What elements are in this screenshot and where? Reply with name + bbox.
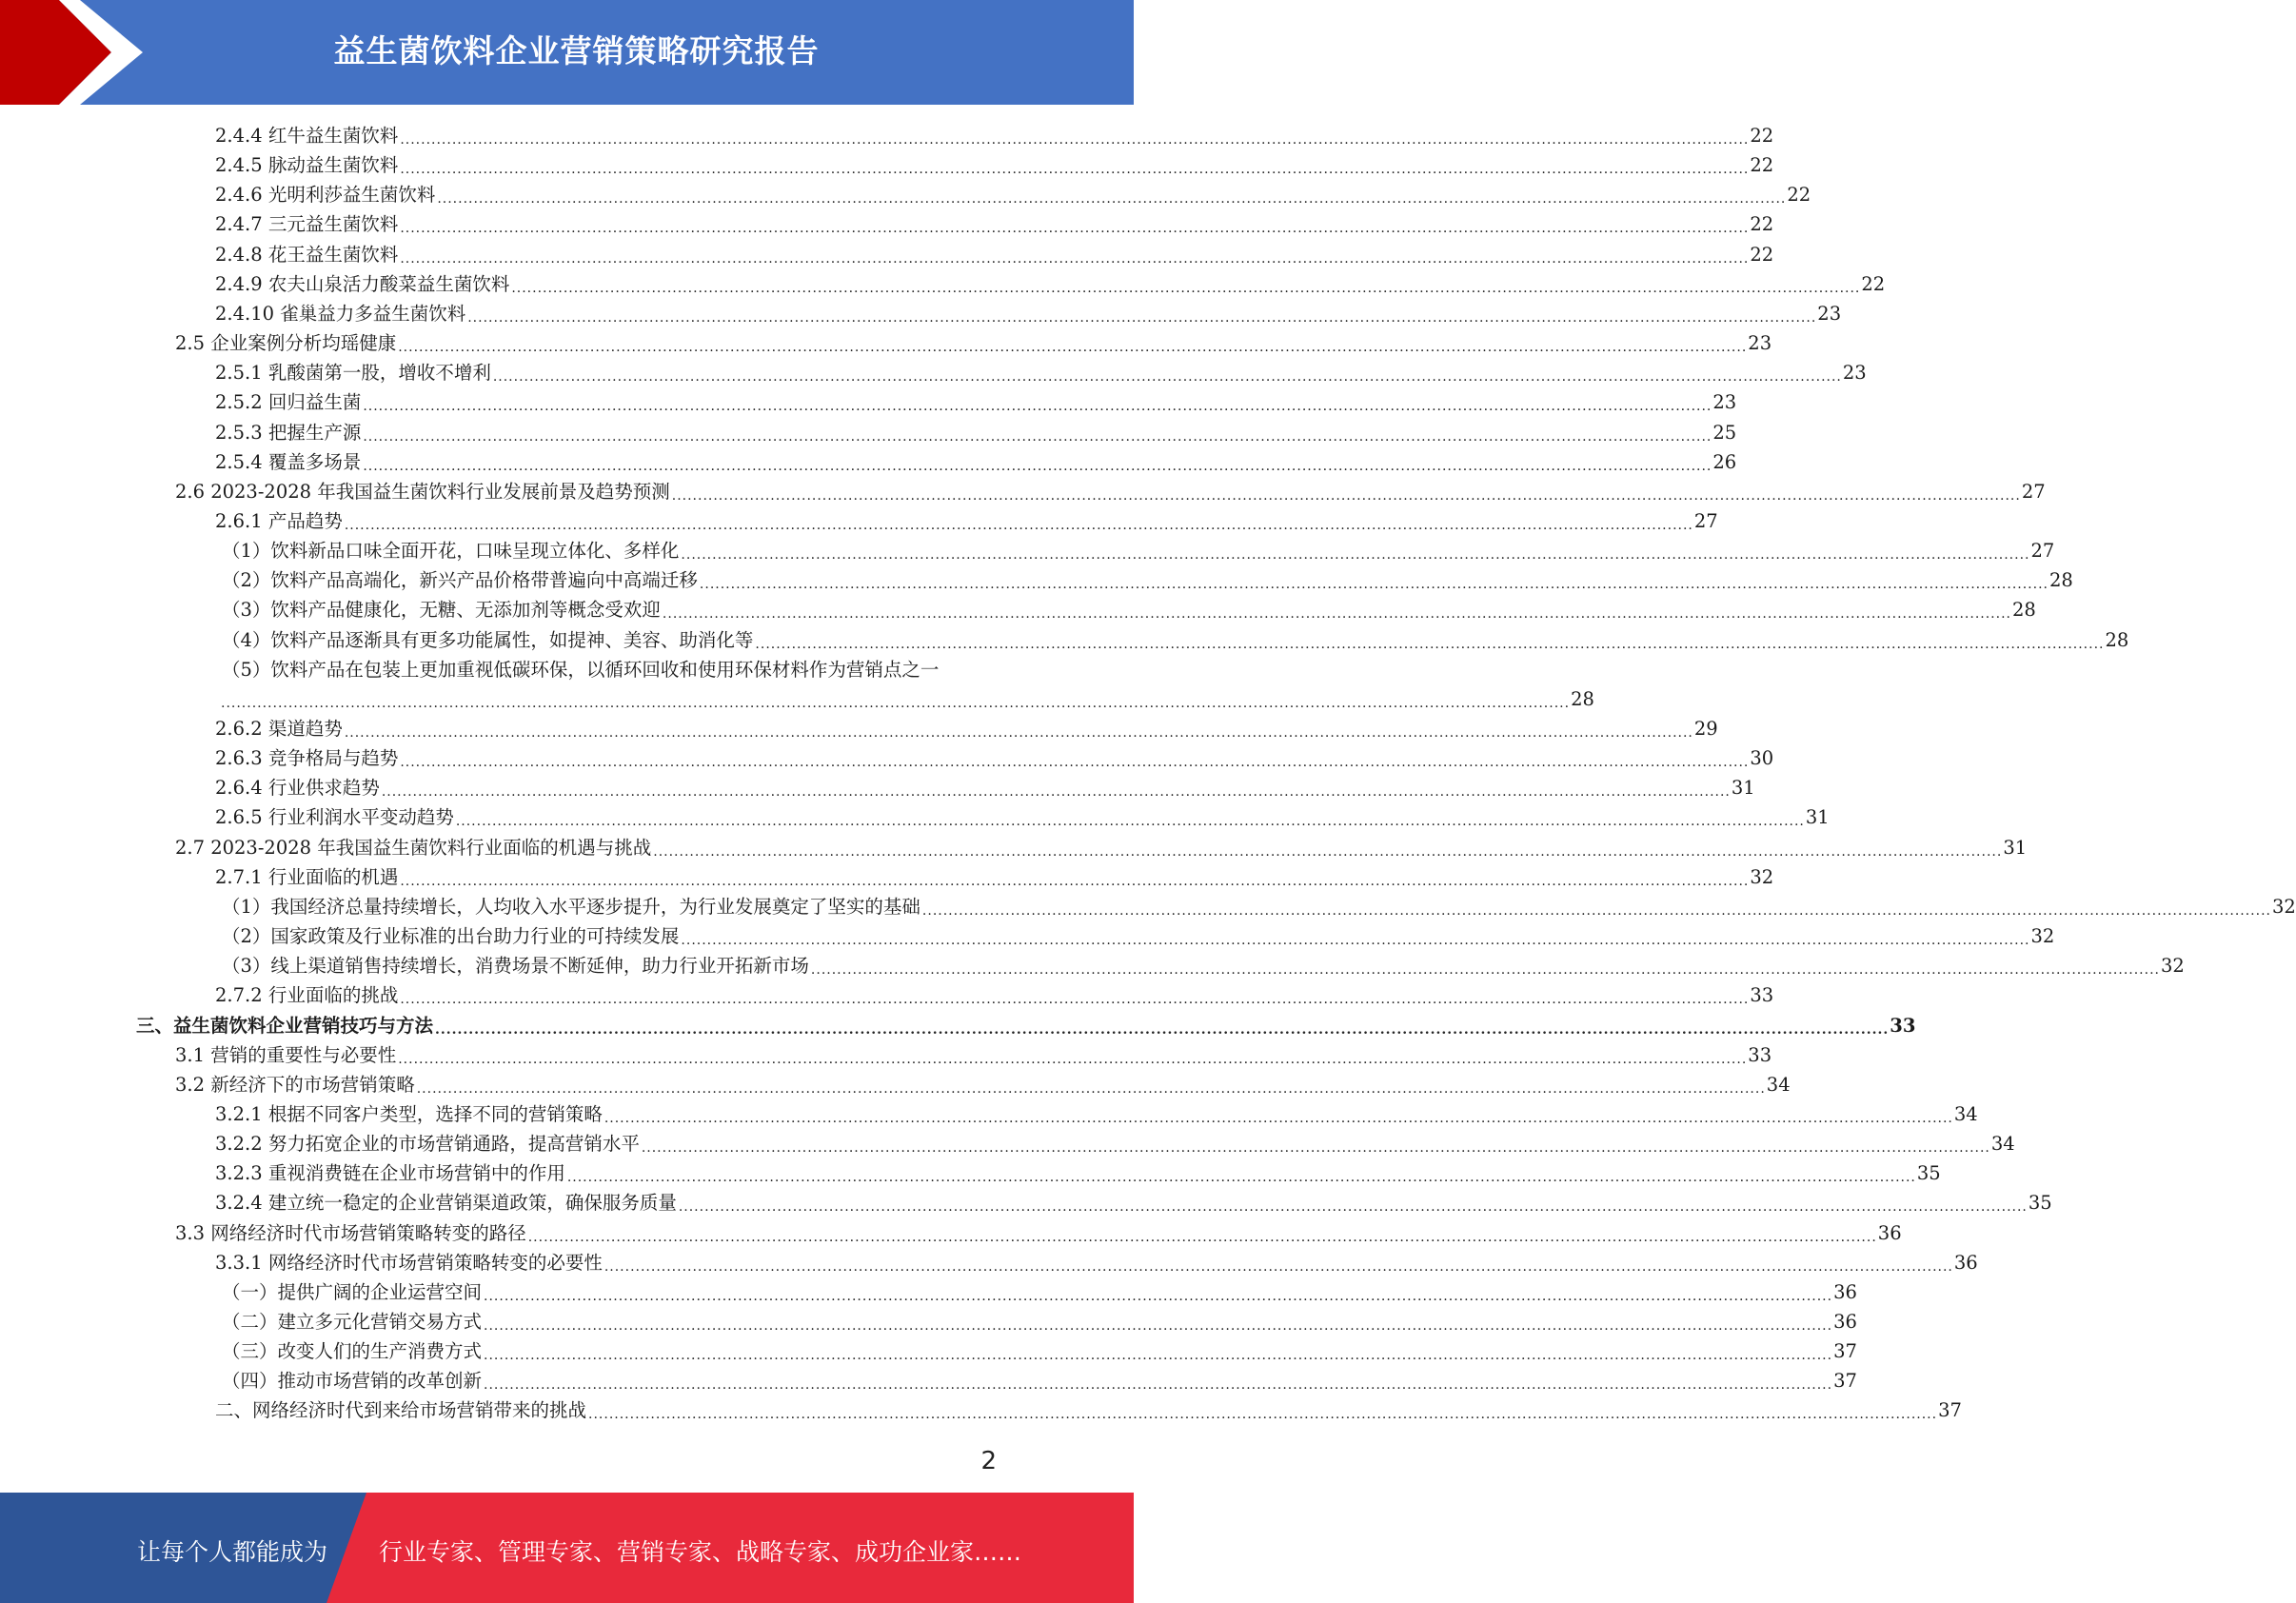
toc-leader-dots: .................................................................................................................................................................................................................................................................... — [484, 1377, 1833, 1394]
toc-entry-text: 2.7.1 行业面临的机遇 — [215, 865, 399, 888]
toc-entry-page: 23 — [1712, 391, 1737, 414]
toc-entry[interactable] — [215, 1248, 1978, 1277]
toc-leader-dots: .................................................................................................................................................................................................................................................................... — [641, 1140, 1990, 1157]
toc-entry-text: 2.4.7 三元益生菌饮料 — [215, 213, 399, 236]
toc-entry-page: 22 — [1787, 184, 1811, 207]
toc-entry-page: 27 — [2030, 540, 2055, 563]
toc-entry-page: 37 — [1938, 1399, 1962, 1422]
toc-entry[interactable] — [219, 684, 1594, 714]
toc-entry[interactable] — [175, 328, 1772, 358]
toc-entry-text: 3.2 新经济下的市场营销策略 — [175, 1073, 415, 1096]
toc-entry-text: 二、网络经济时代到来给市场营销带来的挑战 — [215, 1399, 587, 1422]
toc-entry-page: 33 — [1890, 1014, 1916, 1037]
toc-entry-text: （3）线上渠道销售持续增长，消费场景不断延伸，助力行业开拓新市场 — [222, 955, 809, 978]
toc-entry-text: 2.6 2023-2028 年我国益生菌饮料行业发展前景及趋势预测 — [175, 480, 670, 503]
toc-entry[interactable] — [175, 1218, 1902, 1248]
toc-leader-dots: .................................................................................................................................................................................................................................................................... — [400, 755, 1750, 771]
toc-entry-text: （2）饮料产品高端化，新兴产品价格带普遍向中高端迁移 — [222, 569, 698, 592]
toc-leader-dots: .................................................................................................................................................................................................................................................................... — [484, 1288, 1833, 1304]
toc-entry-text: 2.6.5 行业利润水平变动趋势 — [215, 806, 454, 829]
toc-entry[interactable] — [215, 240, 1774, 269]
toc-entry-page: 35 — [2028, 1192, 2052, 1215]
toc-entry[interactable] — [215, 1099, 1978, 1129]
toc-leader-dots: .................................................................................................................................................................................................................................................................... — [398, 340, 1748, 356]
toc-leader-dots: .................................................................................................................................................................................................................................................................... — [511, 280, 1861, 296]
toc-entry[interactable] — [215, 418, 1737, 447]
toc-entry[interactable] — [215, 150, 1774, 180]
toc-entry-text: 3.3.1 网络经济时代市场营销策略转变的必要性 — [215, 1251, 603, 1274]
toc-entry[interactable] — [222, 1336, 1857, 1366]
toc-entry[interactable] — [222, 1307, 1857, 1336]
toc-entry-page: 31 — [1731, 777, 1755, 800]
toc-leader-dots: .................................................................................................................................................................................................................................................................... — [681, 933, 2030, 949]
toc-entry-page: 36 — [1953, 1251, 1978, 1274]
toc-leader-dots: .................................................................................................................................................................................................................................................................... — [604, 1110, 1953, 1126]
toc-entry[interactable] — [215, 1158, 1941, 1188]
toc-entry-page: 32 — [2271, 895, 2296, 918]
toc-leader-dots: .................................................................................................................................................................................................................................................................... — [363, 428, 1712, 445]
toc-leader-dots: .................................................................................................................................................................................................................................................................... — [484, 1348, 1833, 1364]
toc-leader-dots: .................................................................................................................................................................................................................................................................... — [662, 606, 2011, 623]
toc-entry[interactable] — [215, 358, 1867, 387]
toc-entry[interactable] — [222, 565, 2073, 595]
toc-entry-text: 2.4.9 农夫山泉活力酸菜益生菌饮料 — [215, 272, 510, 295]
toc-entry-page: 31 — [1805, 806, 1830, 829]
toc-entry-text: 3.2.2 努力拓宽企业的市场营销通路，提高营销水平 — [215, 1133, 640, 1156]
toc-leader-dots: .................................................................................................................................................................................................................................................................... — [437, 191, 1787, 208]
toc-entry-page: 32 — [1750, 865, 1774, 888]
toc-entry-text: 2.5.3 把握生产源 — [215, 421, 362, 444]
toc-leader-dots: .................................................................................................................................................................................................................................................................... — [400, 992, 1750, 1008]
toc-entry-page: 26 — [1712, 450, 1737, 473]
toc-leader-dots: .................................................................................................................................................................................................................................................................... — [400, 162, 1750, 178]
toc-entry[interactable] — [222, 892, 2296, 921]
toc-leader-dots: .................................................................................................................................................................................................................................................................... — [400, 221, 1750, 237]
toc-entry-text: （3）饮料产品健康化，无糖、无添加剂等概念受欢迎 — [222, 599, 661, 622]
toc-entry-page: 36 — [1833, 1311, 1857, 1333]
toc-leader-dots: .................................................................................................................................................................................................................................................................... — [400, 873, 1750, 889]
toc-entry[interactable] — [215, 180, 1811, 209]
toc-leader-dots: .................................................................................................................................................................................................................................................................... — [810, 962, 2160, 979]
toc-entry[interactable] — [175, 833, 2028, 862]
toc-entry-page: 28 — [1571, 687, 1594, 710]
toc-entry-page: 34 — [1990, 1133, 2015, 1156]
toc-entry[interactable] — [222, 536, 2055, 565]
toc-entry[interactable] — [215, 714, 1718, 743]
toc-entry[interactable] — [175, 1070, 1791, 1099]
toc-entry[interactable] — [222, 595, 2036, 624]
toc-entry-text: 2.4.4 红牛益生菌饮料 — [215, 125, 399, 147]
toc-entry-page: 27 — [2021, 480, 2046, 503]
toc-entry-page: 36 — [1877, 1221, 1902, 1244]
toc-entry[interactable] — [215, 1129, 2015, 1158]
toc-entry-text: 2.5.4 覆盖多场景 — [215, 450, 362, 473]
toc-leader-dots: .................................................................................................................................................................................................................................................................... — [755, 636, 2105, 652]
toc-leader-dots: .................................................................................................................................................................................................................................................................... — [671, 487, 2021, 504]
toc-entry-page: 34 — [1766, 1073, 1791, 1096]
toc-entry-page: 32 — [2030, 925, 2055, 948]
toc-entry[interactable] — [215, 773, 1755, 802]
toc-entry-page: 30 — [1750, 747, 1774, 770]
toc-leader-dots: .................................................................................................................................................................................................................................................................... — [363, 399, 1712, 415]
toc-leader-dots: .................................................................................................................................................................................................................................................................... — [653, 843, 2003, 860]
toc-entry-page: 22 — [1750, 243, 1774, 266]
toc-entry[interactable] — [222, 921, 2055, 951]
toc-entry[interactable] — [222, 1366, 1857, 1395]
toc-leader-dots: .................................................................................................................................................................................................................................................................... — [435, 1021, 1890, 1038]
toc-entry-text: （1）我国经济总量持续增长，人均收入水平逐步提升，为行业发展奠定了坚实的基础 — [222, 895, 920, 918]
page-number: 2 — [980, 1447, 997, 1475]
toc-entry-page: 34 — [1953, 1102, 1978, 1125]
toc-entry-page: 33 — [1748, 1043, 1772, 1066]
toc-entry-page: 28 — [2105, 628, 2129, 651]
toc-entry[interactable] — [215, 802, 1830, 832]
toc-entry-text: （2）国家政策及行业标准的出台助力行业的可持续发展 — [222, 925, 680, 948]
toc-leader-dots: .................................................................................................................................................................................................................................................................... — [381, 784, 1731, 801]
toc-leader-dots: .................................................................................................................................................................................................................................................................... — [699, 577, 2049, 593]
toc-leader-dots: .................................................................................................................................................................................................................................................................... — [363, 458, 1712, 474]
footer-slogan: 让每个人都能成为 — [137, 1538, 328, 1566]
toc-leader-dots: .................................................................................................................................................................................................................................................................... — [467, 309, 1817, 326]
toc-entry[interactable] — [175, 1040, 1772, 1070]
toc-leader-dots: .................................................................................................................................................................................................................................................................... — [484, 1318, 1833, 1334]
toc-entry-page: 22 — [1861, 272, 1886, 295]
toc-leader-dots: .................................................................................................................................................................................................................................................................... — [921, 902, 2271, 919]
toc-entry[interactable] — [215, 121, 1774, 150]
toc-entry-text: 2.6.4 行业供求趋势 — [215, 777, 380, 800]
toc-entry-text: 2.6.3 竞争格局与趋势 — [215, 747, 399, 770]
toc-entry-text: （四）推动市场营销的改革创新 — [222, 1370, 483, 1393]
toc-entry-text: 2.5.1 乳酸菌第一股，增收不增利 — [215, 362, 491, 385]
toc-entry-text: 2.4.5 脉动益生菌饮料 — [215, 154, 399, 177]
toc-leader-dots: .................................................................................................................................................................................................................................................................... — [681, 547, 2030, 564]
toc-entry-page: 36 — [1833, 1280, 1857, 1303]
toc-entry[interactable] — [222, 1277, 1857, 1307]
toc-entry-text: （一）提供广阔的企业运营空间 — [222, 1280, 483, 1303]
toc-entry-page: 22 — [1750, 154, 1774, 177]
toc-leader-dots: .................................................................................................................................................................................................................................................................... — [678, 1199, 2028, 1216]
toc-entry[interactable] — [215, 506, 1718, 536]
toc-entry-text: （三）改变人们的生产消费方式 — [222, 1340, 483, 1363]
toc-entry-page: 28 — [2049, 569, 2073, 592]
toc-entry-page: 27 — [1693, 509, 1718, 532]
toc-entry-page: 37 — [1833, 1340, 1857, 1363]
toc-entry-page: 23 — [1748, 332, 1772, 355]
toc-entry[interactable] — [222, 625, 2129, 655]
toc-entry-page: 22 — [1750, 213, 1774, 236]
toc-entry[interactable] — [215, 1188, 2052, 1217]
toc-entry-page: 25 — [1712, 421, 1737, 444]
toc-leader-dots: .................................................................................................................................................................................................................................................................... — [416, 1080, 1766, 1097]
toc-entry[interactable] — [215, 862, 1774, 892]
toc-leader-dots: .................................................................................................................................................................................................................................................................... — [344, 517, 1693, 533]
toc-entry-page: 29 — [1693, 718, 1718, 740]
toc-entry-page: 32 — [2160, 955, 2185, 978]
toc-entry[interactable] — [215, 447, 1737, 477]
toc-entry-text: 2.6.2 渠道趋势 — [215, 718, 343, 740]
toc-entry-text: 2.5.2 回归益生菌 — [215, 391, 362, 414]
toc-leader-dots: .................................................................................................................................................................................................................................................................... — [344, 725, 1693, 741]
page-header — [0, 0, 1134, 105]
toc-leader-dots: .................................................................................................................................................................................................................................................................... — [492, 369, 1842, 386]
toc-leader-dots: .................................................................................................................................................................................................................................................................... — [400, 250, 1750, 267]
toc-entry[interactable] — [215, 387, 1737, 417]
toc-entry[interactable] — [215, 209, 1774, 239]
toc-entry-text: （二）建立多元化营销交易方式 — [222, 1311, 483, 1333]
toc-leader-dots: .................................................................................................................................................................................................................................................................... — [398, 1051, 1748, 1067]
toc-entry-text: 3.3 网络经济时代市场营销策略转变的路径 — [175, 1221, 526, 1244]
toc-entry[interactable] — [215, 980, 1774, 1010]
toc-entry-text: 2.5 企业案例分析均瑶健康 — [175, 332, 397, 355]
toc-entry-page: 31 — [2003, 836, 2028, 859]
toc-entry-text: （1）饮料新品口味全面开花，口味呈现立体化、多样化 — [222, 540, 680, 563]
toc-leader-dots: .................................................................................................................................................................................................................................................................... — [527, 1229, 1877, 1245]
toc-leader-dots: .................................................................................................................................................................................................................................................................... — [604, 1258, 1953, 1275]
toc-entry[interactable] — [222, 655, 997, 684]
toc-entry-text: 三、益生菌饮料企业营销技巧与方法 — [136, 1014, 434, 1037]
toc-entry[interactable] — [136, 1011, 1916, 1040]
header-title: 益生菌饮料企业营销策略研究报告 — [333, 32, 820, 69]
toc-entry-page: 37 — [1833, 1370, 1857, 1393]
toc-entry[interactable] — [222, 951, 2185, 980]
toc-leader-dots: .................................................................................................................................................................................................................................................................... — [588, 1407, 1938, 1423]
toc-entry-text: 3.1 营销的重要性与必要性 — [175, 1043, 397, 1066]
toc-entry[interactable] — [175, 477, 2046, 506]
page-footer — [0, 1493, 1134, 1603]
toc-entry[interactable] — [215, 299, 1842, 328]
toc-entry[interactable] — [215, 269, 1886, 299]
toc-entry-text: 2.7 2023-2028 年我国益生菌饮料行业面临的机遇与挑战 — [175, 836, 652, 859]
toc-entry[interactable] — [215, 743, 1774, 773]
toc-entry-text: 2.4.8 花王益生菌饮料 — [215, 243, 399, 266]
footer-roles: 行业专家、管理专家、营销专家、战略专家、成功企业家…… — [379, 1538, 1022, 1566]
toc-entry-page: 23 — [1817, 302, 1842, 325]
toc-entry-text: 2.7.2 行业面临的挑战 — [215, 984, 399, 1007]
toc-entry-text: 2.4.6 光明利莎益生菌饮料 — [215, 184, 436, 207]
toc-entry-text: （5）饮料产品在包装上更加重视低碳环保，以循环回收和使用环保材料作为营销点之一 — [222, 658, 940, 681]
toc-entry-page: 28 — [2011, 599, 2036, 622]
toc-entry-text: 3.2.4 建立统一稳定的企业营销渠道政策，确保服务质量 — [215, 1192, 677, 1215]
toc-leader-dots: .................................................................................................................................................................................................................................................................... — [400, 132, 1750, 148]
toc-entry-text: 3.2.1 根据不同客户类型，选择不同的营销策略 — [215, 1102, 603, 1125]
toc-leader-dots: .................................................................................................................................................................................................................................................................... — [455, 814, 1805, 830]
toc-leader-dots: .................................................................................................................................................................................................................................................................... — [221, 695, 1571, 711]
toc-entry-text: 2.6.1 产品趋势 — [215, 509, 343, 532]
toc-entry-text: 3.2.3 重视消费链在企业市场营销中的作用 — [215, 1162, 565, 1185]
toc-entry[interactable] — [215, 1395, 1962, 1425]
toc-entry-page: 23 — [1842, 362, 1867, 385]
toc-leader-dots: .................................................................................................................................................................................................................................................................... — [566, 1170, 1916, 1186]
toc-entry-text: 2.4.10 雀巢益力多益生菌饮料 — [215, 302, 466, 325]
toc-entry-page: 22 — [1750, 125, 1774, 147]
toc-entry-page: 33 — [1750, 984, 1774, 1007]
toc-entry-page: 35 — [1916, 1162, 1941, 1185]
toc-entry-text: （4）饮料产品逐渐具有更多功能属性，如提神、美容、助消化等 — [222, 628, 754, 651]
